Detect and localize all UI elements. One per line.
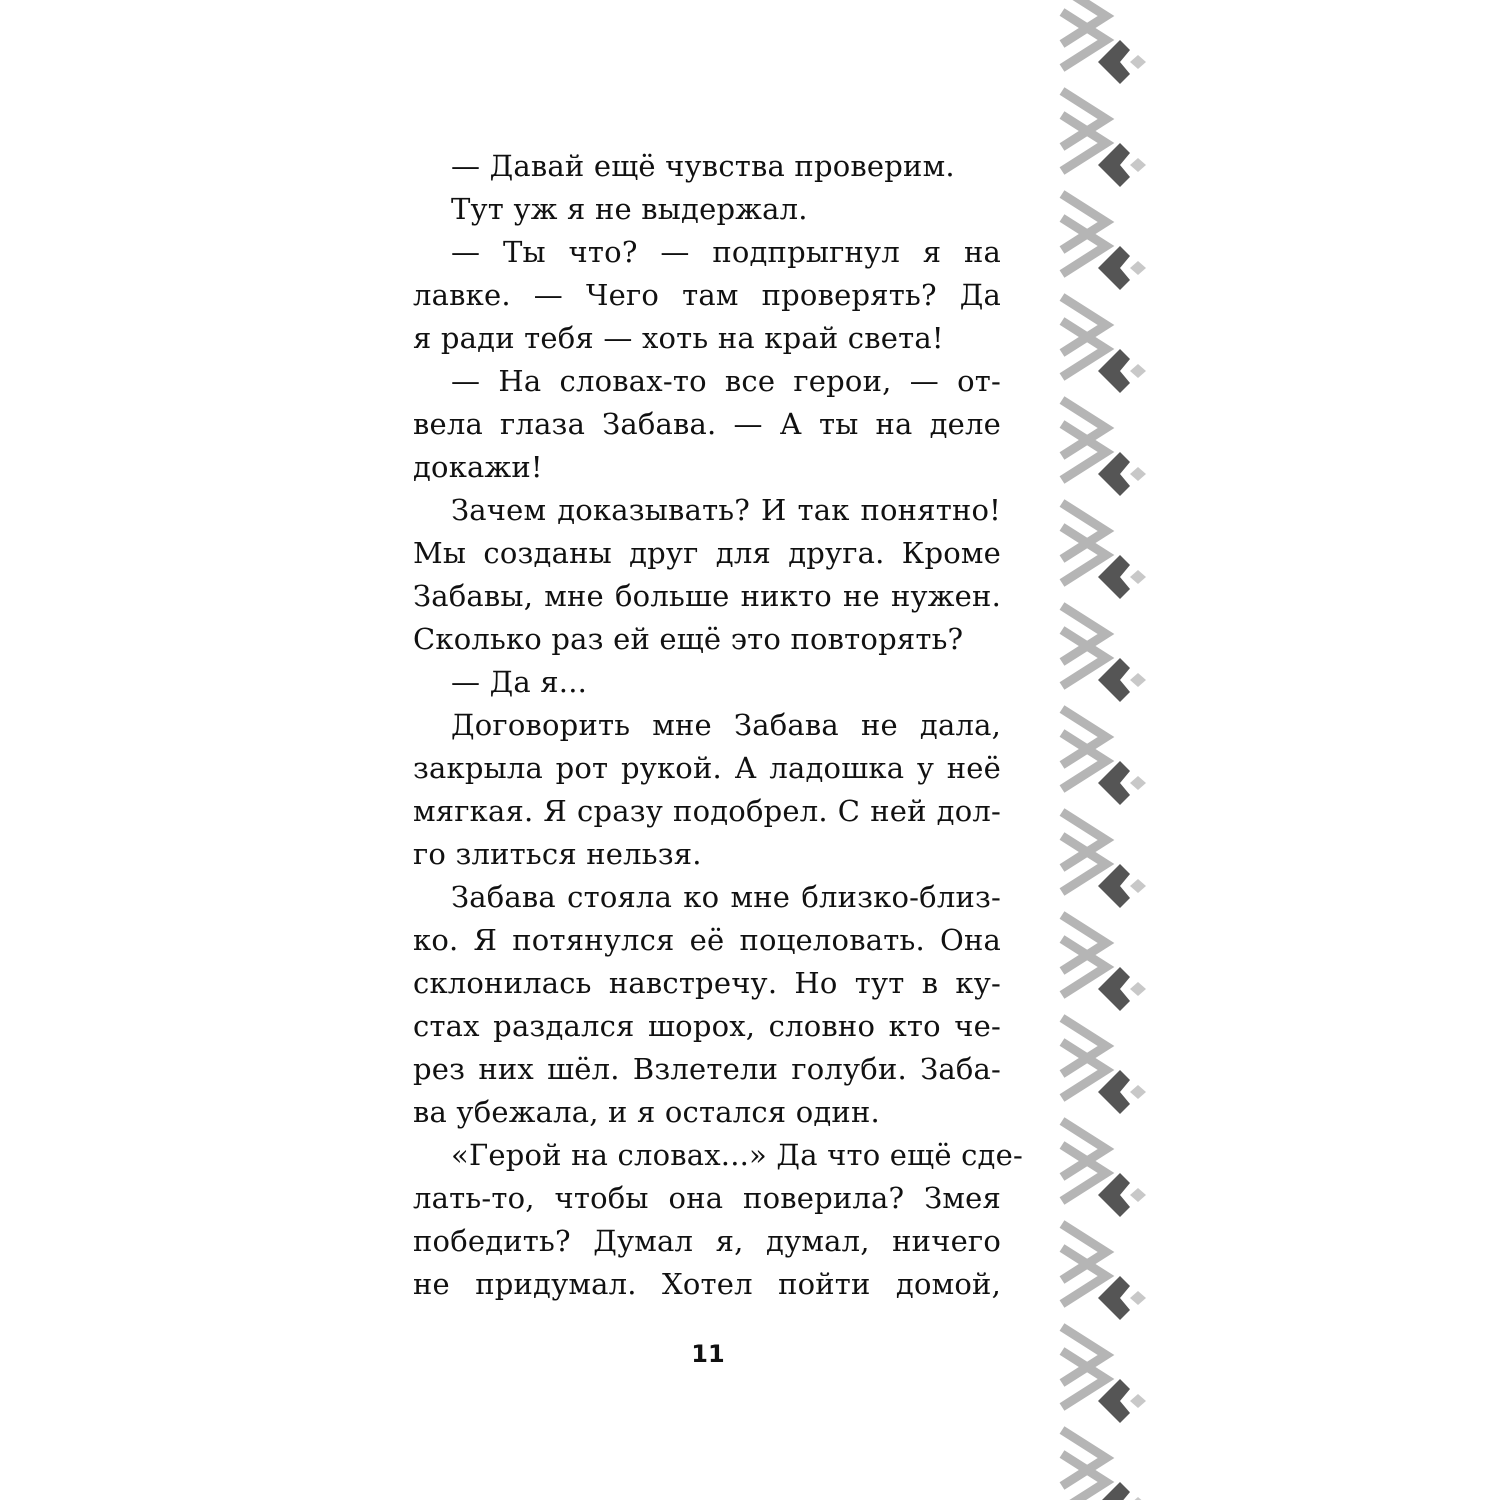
text-line: Сколько раз ей ещё это повторять? (413, 622, 964, 656)
text-line: — Давай ещё чувства проверим. (451, 149, 955, 183)
text-line: «Герой на словах...» Да что ещё сде- (451, 1138, 1023, 1172)
text-line: вела глаза Забава. — А ты на деле (413, 407, 1001, 441)
text-line: го злиться нельзя. (413, 837, 702, 871)
text-line: победить? Думал я, думал, ничего (413, 1224, 1001, 1258)
ornament-unit (1062, 503, 1146, 599)
text-line: мягкая. Я сразу подобрел. С ней дол- (413, 794, 1001, 828)
text-line: — На словах-то все герои, — от- (451, 364, 1001, 398)
text-line: я ради тебя — хоть на край света! (413, 321, 944, 355)
body-text (413, 145, 1023, 1306)
text-line: Мы созданы друг для друга. Кроме (413, 536, 1001, 570)
text-line: ва убежала, и я остался один. (413, 1095, 880, 1129)
ornament-diamond (1130, 467, 1146, 481)
text-line: ко. Я потянулся её поцеловать. Она (413, 923, 1001, 957)
ornament-diamond (1130, 673, 1146, 687)
ornament-unit (1062, 91, 1146, 187)
text-line: стах раздался шорох, словно кто че- (413, 1009, 1001, 1043)
ornament-diamond (1130, 982, 1146, 996)
ornament-diamond (1130, 776, 1146, 790)
text-line: Договорить мне Забава не дала, (451, 708, 1001, 742)
text-line: Забава стояла ко мне близко-близ- (451, 880, 1001, 914)
text-line: закрыла рот рукой. А ладошка у неё (413, 751, 1001, 785)
ornament-diamond (1130, 55, 1146, 69)
ornament-unit (1062, 812, 1146, 908)
text-line: — Да я... (451, 665, 588, 699)
text-line: лать-то, чтобы она поверила? Змея (413, 1181, 1001, 1215)
ornament-unit (1062, 606, 1146, 702)
ornament-diamond (1130, 261, 1146, 275)
text-line: Тут уж я не выдержал. (451, 192, 808, 226)
ornament-unit (1062, 400, 1146, 496)
ornament-unit (1062, 915, 1146, 1011)
text-line: докажи! (413, 450, 543, 484)
ornament-diamond (1130, 1394, 1146, 1408)
text-line: рез них шёл. Взлетели голуби. Заба- (413, 1052, 1001, 1086)
ornament-unit (1062, 1121, 1146, 1217)
ornament-diamond (1130, 364, 1146, 378)
ornament-diamond (1130, 879, 1146, 893)
ornament-unit (1062, 194, 1146, 290)
ornament-diamond (1130, 570, 1146, 584)
ornament-diamond (1130, 1291, 1146, 1305)
text-line: Забавы, мне больше никто не нужен. (413, 579, 1001, 613)
ornament-unit (1062, 297, 1146, 393)
ornament-unit (1062, 1018, 1146, 1114)
ornament-diamond (1130, 158, 1146, 172)
text-line: — Ты что? — подпрыгнул я на (451, 235, 1001, 269)
text-line: не придумал. Хотел пойти домой, (413, 1267, 1001, 1301)
ornament-unit (1062, 1224, 1146, 1320)
text-line: лавке. — Чего там проверять? Да (413, 278, 1001, 312)
ornament-unit (1062, 1327, 1146, 1423)
ornament-unit (1062, 709, 1146, 805)
ornament-unit (1062, 1430, 1146, 1500)
text-line: Зачем доказывать? И так понятно! (451, 493, 1001, 527)
text-line: склонилась навстречу. Но тут в ку- (413, 966, 1001, 1000)
folk-arrow-border-icon (1058, 0, 1158, 1500)
page-number: 11 (691, 1340, 725, 1368)
ornament-diamond (1130, 1188, 1146, 1202)
ornament-diamond (1130, 1085, 1146, 1099)
ornament-unit (1062, 0, 1146, 84)
